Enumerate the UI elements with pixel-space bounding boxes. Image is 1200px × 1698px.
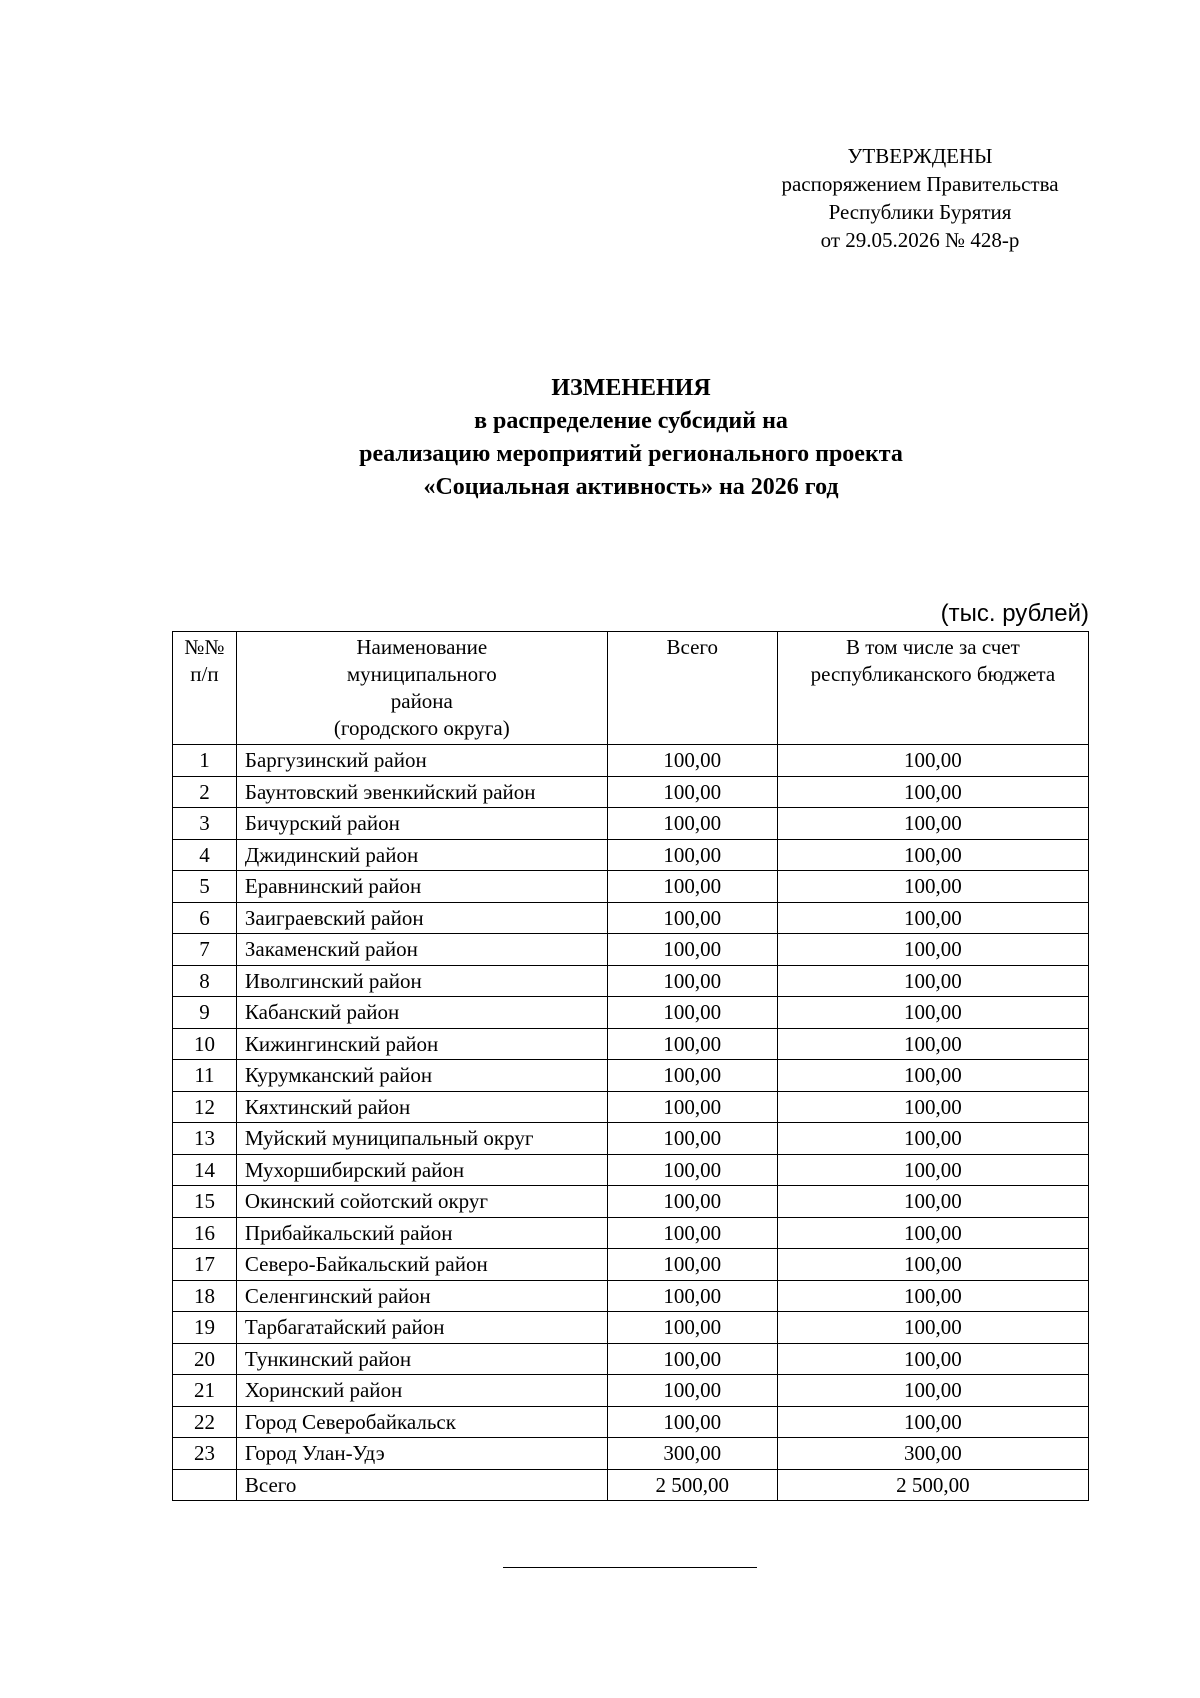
title-line: «Социальная активность» на 2026 год	[423, 474, 839, 500]
row-total: 100,00	[607, 1123, 777, 1155]
title-line: в распределение субсидий на	[474, 408, 788, 434]
row-total: 2 500,00	[607, 1469, 777, 1501]
row-total: 100,00	[607, 902, 777, 934]
row-name: Селенгинский район	[236, 1280, 607, 1312]
header-num	[173, 632, 237, 745]
approval-date: от 29.05.2026 № 428-р	[820, 228, 1020, 252]
row-number: 21	[173, 1375, 237, 1407]
row-name: Кабанский район	[236, 997, 607, 1029]
row-total: 100,00	[607, 1091, 777, 1123]
row-republican: 100,00	[777, 902, 1088, 934]
row-republican: 100,00	[777, 997, 1088, 1029]
row-name: Тункинский район	[236, 1343, 607, 1375]
header-republican	[777, 632, 1088, 745]
header-text: района	[390, 689, 453, 713]
table-row	[173, 1154, 1089, 1186]
row-name: Бичурский район	[236, 808, 607, 840]
row-total: 100,00	[607, 1060, 777, 1092]
row-name: Курумканский район	[236, 1060, 607, 1092]
table-row	[173, 934, 1089, 966]
row-number: 5	[173, 871, 237, 903]
table-row	[173, 871, 1089, 903]
row-total: 100,00	[607, 1312, 777, 1344]
row-number: 11	[173, 1060, 237, 1092]
row-name: Муйский муниципальный округ	[236, 1123, 607, 1155]
row-name: Город Северобайкальск	[236, 1406, 607, 1438]
row-number: 10	[173, 1028, 237, 1060]
row-total: 100,00	[607, 1217, 777, 1249]
row-number: 12	[173, 1091, 237, 1123]
row-total: 100,00	[607, 839, 777, 871]
row-total: 100,00	[607, 934, 777, 966]
row-name: Баунтовский эвенкийский район	[236, 776, 607, 808]
row-number	[173, 1469, 237, 1501]
row-name: Иволгинский район	[236, 965, 607, 997]
header-text: №№	[184, 635, 225, 659]
row-republican: 100,00	[777, 808, 1088, 840]
table-header-row	[173, 632, 1089, 745]
row-number: 8	[173, 965, 237, 997]
row-total: 100,00	[607, 745, 777, 777]
row-republican: 100,00	[777, 1343, 1088, 1375]
table-row	[173, 902, 1089, 934]
row-republican: 100,00	[777, 965, 1088, 997]
table-row	[173, 965, 1089, 997]
row-name: Тарбагатайский район	[236, 1312, 607, 1344]
row-republican: 100,00	[777, 1280, 1088, 1312]
row-number: 14	[173, 1154, 237, 1186]
row-republican: 100,00	[777, 871, 1088, 903]
header-text: республиканского бюджета	[810, 662, 1056, 686]
header-text: В том числе за счет	[846, 635, 1020, 659]
row-total: 100,00	[607, 997, 777, 1029]
row-number: 6	[173, 902, 237, 934]
row-name: Северо-Байкальский район	[236, 1249, 607, 1281]
row-number: 4	[173, 839, 237, 871]
row-number: 1	[173, 745, 237, 777]
row-name: Джидинский район	[236, 839, 607, 871]
row-total: 100,00	[607, 1249, 777, 1281]
row-number: 22	[173, 1406, 237, 1438]
row-republican: 100,00	[777, 1186, 1088, 1218]
table-row	[173, 745, 1089, 777]
row-total: 100,00	[607, 1406, 777, 1438]
table-row	[173, 1186, 1089, 1218]
row-total: 100,00	[607, 965, 777, 997]
row-name: Кяхтинский район	[236, 1091, 607, 1123]
approval-line: распоряжением Правительства	[781, 172, 1059, 196]
table-total-row	[173, 1469, 1089, 1501]
row-total: 100,00	[607, 776, 777, 808]
row-number: 9	[173, 997, 237, 1029]
row-number: 3	[173, 808, 237, 840]
table-row	[173, 1438, 1089, 1470]
row-name: Еравнинский район	[236, 871, 607, 903]
row-total: 100,00	[607, 1186, 777, 1218]
table-row	[173, 1091, 1089, 1123]
row-name: Прибайкальский район	[236, 1217, 607, 1249]
table-row	[173, 776, 1089, 808]
title-line: реализацию мероприятий регионального проекта	[359, 441, 903, 467]
subsidy-table	[172, 631, 1089, 1501]
approval-line: Республики Бурятия	[828, 200, 1012, 224]
row-total: 100,00	[607, 1375, 777, 1407]
row-name: Закаменский район	[236, 934, 607, 966]
row-republican: 100,00	[777, 1375, 1088, 1407]
row-republican: 100,00	[777, 1406, 1088, 1438]
footer-divider	[503, 1567, 757, 1568]
row-republican: 100,00	[777, 1217, 1088, 1249]
row-total: 300,00	[607, 1438, 777, 1470]
table-row	[173, 1406, 1089, 1438]
row-number: 16	[173, 1217, 237, 1249]
row-republican: 100,00	[777, 1060, 1088, 1092]
row-republican: 100,00	[777, 1249, 1088, 1281]
header-text: муниципального	[346, 662, 497, 686]
header-text: Наименование	[356, 635, 488, 659]
row-republican: 100,00	[777, 839, 1088, 871]
document-title	[0, 372, 1200, 504]
row-number: 13	[173, 1123, 237, 1155]
row-total: 100,00	[607, 871, 777, 903]
row-name: Заиграевский район	[236, 902, 607, 934]
row-total: 100,00	[607, 1280, 777, 1312]
row-number: 17	[173, 1249, 237, 1281]
row-number: 7	[173, 934, 237, 966]
row-republican: 2 500,00	[777, 1469, 1088, 1501]
row-republican: 300,00	[777, 1438, 1088, 1470]
table-row	[173, 1249, 1089, 1281]
table-row	[173, 1123, 1089, 1155]
row-number: 20	[173, 1343, 237, 1375]
row-republican: 100,00	[777, 776, 1088, 808]
row-republican: 100,00	[777, 1028, 1088, 1060]
row-name: Мухоршибирский район	[236, 1154, 607, 1186]
table-row	[173, 1217, 1089, 1249]
header-text: п/п	[190, 662, 219, 686]
row-name: Окинский сойотский округ	[236, 1186, 607, 1218]
approval-block	[740, 142, 1100, 254]
table-row	[173, 839, 1089, 871]
table-row	[173, 997, 1089, 1029]
table-row	[173, 1280, 1089, 1312]
row-number: 18	[173, 1280, 237, 1312]
table-body	[173, 745, 1089, 1501]
table-row	[173, 1312, 1089, 1344]
table-row	[173, 1028, 1089, 1060]
row-total: 100,00	[607, 1028, 777, 1060]
row-number: 15	[173, 1186, 237, 1218]
table-row	[173, 1060, 1089, 1092]
header-text: Всего	[666, 635, 719, 659]
row-republican: 100,00	[777, 1091, 1088, 1123]
table-row	[173, 808, 1089, 840]
row-number: 2	[173, 776, 237, 808]
row-republican: 100,00	[777, 1123, 1088, 1155]
row-republican: 100,00	[777, 1154, 1088, 1186]
table-row	[173, 1375, 1089, 1407]
row-name: Город Улан-Удэ	[236, 1438, 607, 1470]
header-name	[236, 632, 607, 745]
row-republican: 100,00	[777, 934, 1088, 966]
header-total	[607, 632, 777, 745]
row-total: 100,00	[607, 808, 777, 840]
row-name: Всего	[236, 1469, 607, 1501]
row-name: Кижингинский район	[236, 1028, 607, 1060]
table-row	[173, 1343, 1089, 1375]
row-total: 100,00	[607, 1343, 777, 1375]
header-text: (городского округа)	[333, 716, 510, 740]
approval-heading: УТВЕРЖДЕНЫ	[847, 144, 993, 168]
row-name: Баргузинский район	[236, 745, 607, 777]
row-total: 100,00	[607, 1154, 777, 1186]
row-name: Хоринский район	[236, 1375, 607, 1407]
row-number: 19	[173, 1312, 237, 1344]
row-republican: 100,00	[777, 1312, 1088, 1344]
row-number: 23	[173, 1438, 237, 1470]
row-republican: 100,00	[777, 745, 1088, 777]
units-label: (тыс. рублей)	[940, 600, 1089, 627]
title-line: ИЗМЕНЕНИЯ	[551, 375, 711, 401]
